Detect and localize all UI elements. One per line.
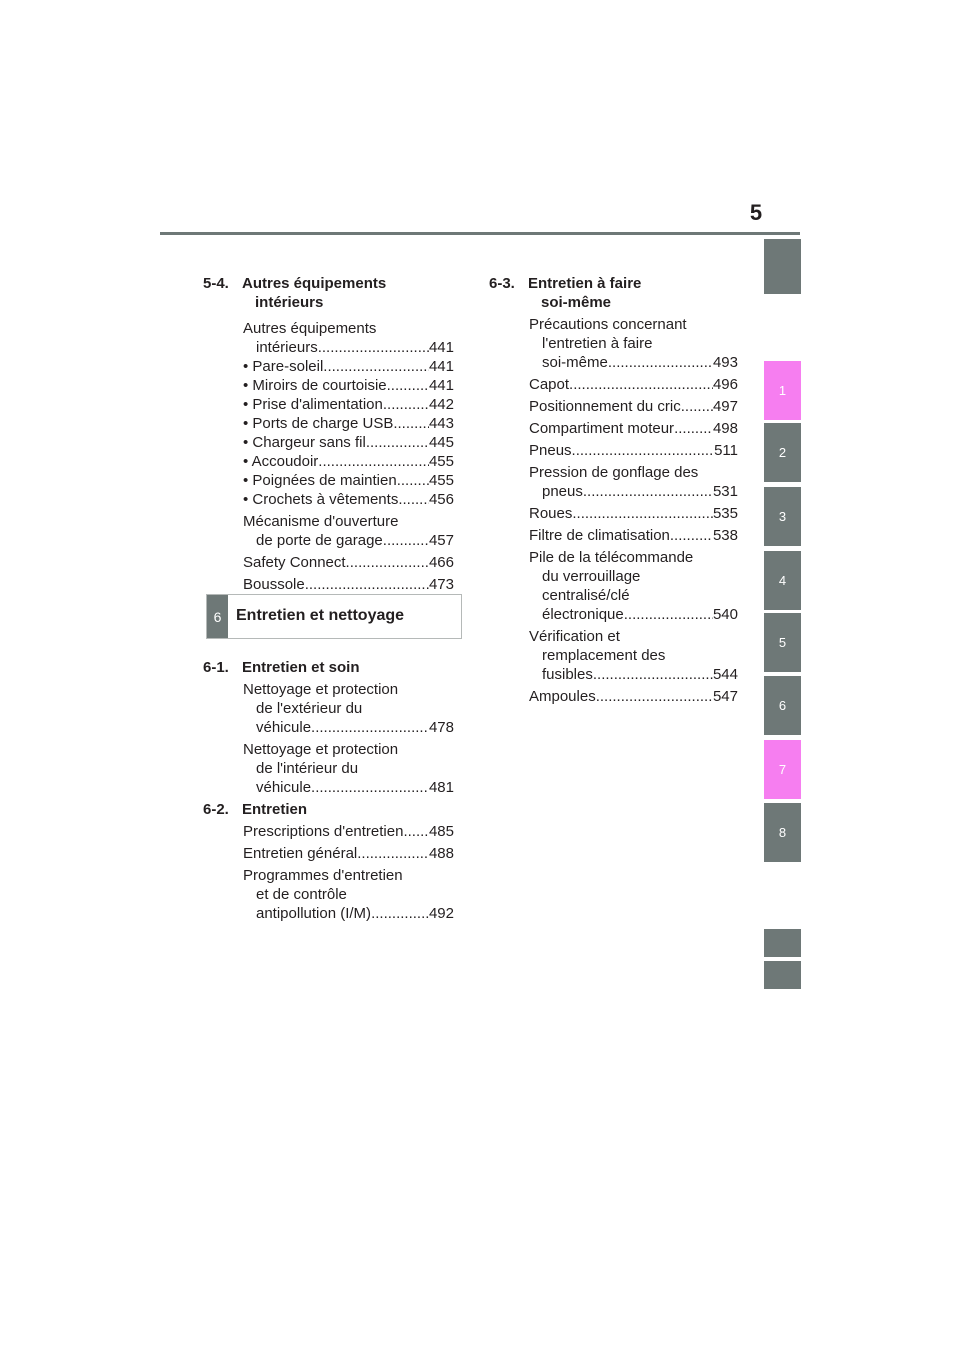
toc-entry[interactable]: Capot ..... 496 xyxy=(529,375,738,394)
chapter-heading-box xyxy=(206,594,462,639)
section-heading: 6-1. Entretien et soin xyxy=(203,659,360,676)
chapter-tab-index-b[interactable] xyxy=(764,961,801,989)
chapter-number-badge: 6 xyxy=(207,595,228,638)
chapter-tab-4[interactable]: 4 xyxy=(764,551,801,610)
chapter-tab-index-top[interactable] xyxy=(764,239,801,294)
chapter-tab-5[interactable]: 5 xyxy=(764,613,801,672)
chapter-tab-6[interactable]: 6 xyxy=(764,676,801,735)
chapter-title: Entretien et nettoyage xyxy=(236,607,405,624)
section-heading: 6-2. Entretien xyxy=(203,801,308,818)
toc-entry[interactable]: Programmes d'entretien et de contrôle antipollution (I/M) ..... 492 xyxy=(243,866,454,923)
toc-entry[interactable]: Entretien général ..... 488 xyxy=(243,844,454,863)
chapter-tab-3[interactable]: 3 xyxy=(764,487,801,546)
toc-subentry[interactable]: • Prise d'alimentation ..... 442 xyxy=(243,395,454,414)
toc-left-column xyxy=(203,274,454,594)
toc-entry[interactable]: Compartiment moteur ..... 498 xyxy=(529,419,738,438)
toc-entry[interactable]: Filtre de climatisation ..... 538 xyxy=(529,526,738,545)
toc-left-column-lower xyxy=(203,658,454,923)
toc-entry[interactable]: Vérification et remplacement des fusibles ..... 544 xyxy=(529,627,738,684)
toc-right-column xyxy=(489,274,738,706)
section-heading: 5-4. Autres équipements intérieurs xyxy=(203,275,387,311)
chapter-tab-7[interactable]: 7 xyxy=(764,740,801,799)
toc-entry[interactable]: Nettoyage et protection de l'intérieur du véhicule ..... 481 xyxy=(243,740,454,797)
chapter-tab-8[interactable]: 8 xyxy=(764,803,801,862)
toc-subentry[interactable]: • Poignées de maintien ..... 455 xyxy=(243,471,454,490)
toc-subentry[interactable]: • Ports de charge USB ..... 443 xyxy=(243,414,454,433)
chapter-tab-2[interactable]: 2 xyxy=(764,423,801,482)
toc-entry[interactable]: Nettoyage et protection de l'extérieur du véhicule ..... 478 xyxy=(243,680,454,737)
toc-entry[interactable]: Pneus ..... 511 xyxy=(529,441,738,460)
toc-subentry[interactable]: • Crochets à vêtements ..... 456 xyxy=(243,490,454,509)
toc-subentry[interactable]: • Miroirs de courtoisie ..... 441 xyxy=(243,376,454,395)
toc-entry[interactable]: Pile de la télécommande du verrouillage centralisé/clé électronique ..... 540 xyxy=(529,548,738,624)
toc-entry[interactable]: Pression de gonflage des pneus ..... 531 xyxy=(529,463,738,501)
toc-entry[interactable]: Safety Connect. ..... 466 xyxy=(243,553,454,572)
toc-entry[interactable]: Autres équipements intérieurs ..... 441 xyxy=(243,319,454,357)
toc-entry[interactable]: Mécanisme d'ouverture de porte de garage ..... 457 xyxy=(243,512,454,550)
toc-subentry[interactable]: • Pare-soleil ..... 441 xyxy=(243,357,454,376)
toc-subentry[interactable]: • Accoudoir ..... 455 xyxy=(243,452,454,471)
toc-subentry[interactable]: • Chargeur sans fil ..... 445 xyxy=(243,433,454,452)
chapter-tab-index-a[interactable] xyxy=(764,929,801,957)
chapter-tab-1[interactable]: 1 xyxy=(764,361,801,420)
header-rule xyxy=(160,232,800,235)
toc-entry[interactable]: Boussole ..... 473 xyxy=(243,575,454,594)
toc-entry[interactable]: Positionnement du cric ..... 497 xyxy=(529,397,738,416)
section-heading: 6-3. Entretien à faire soi-même xyxy=(489,275,642,311)
toc-entry[interactable]: Ampoules ..... 547 xyxy=(529,687,738,706)
page-number: 5 xyxy=(749,200,763,225)
toc-entry[interactable]: Prescriptions d'entretien ..... 485 xyxy=(243,822,454,841)
toc-entry[interactable]: Précautions concernant l'entretien à faire soi-même ..... 493 xyxy=(529,315,738,372)
toc-entry[interactable]: Roues ..... 535 xyxy=(529,504,738,523)
